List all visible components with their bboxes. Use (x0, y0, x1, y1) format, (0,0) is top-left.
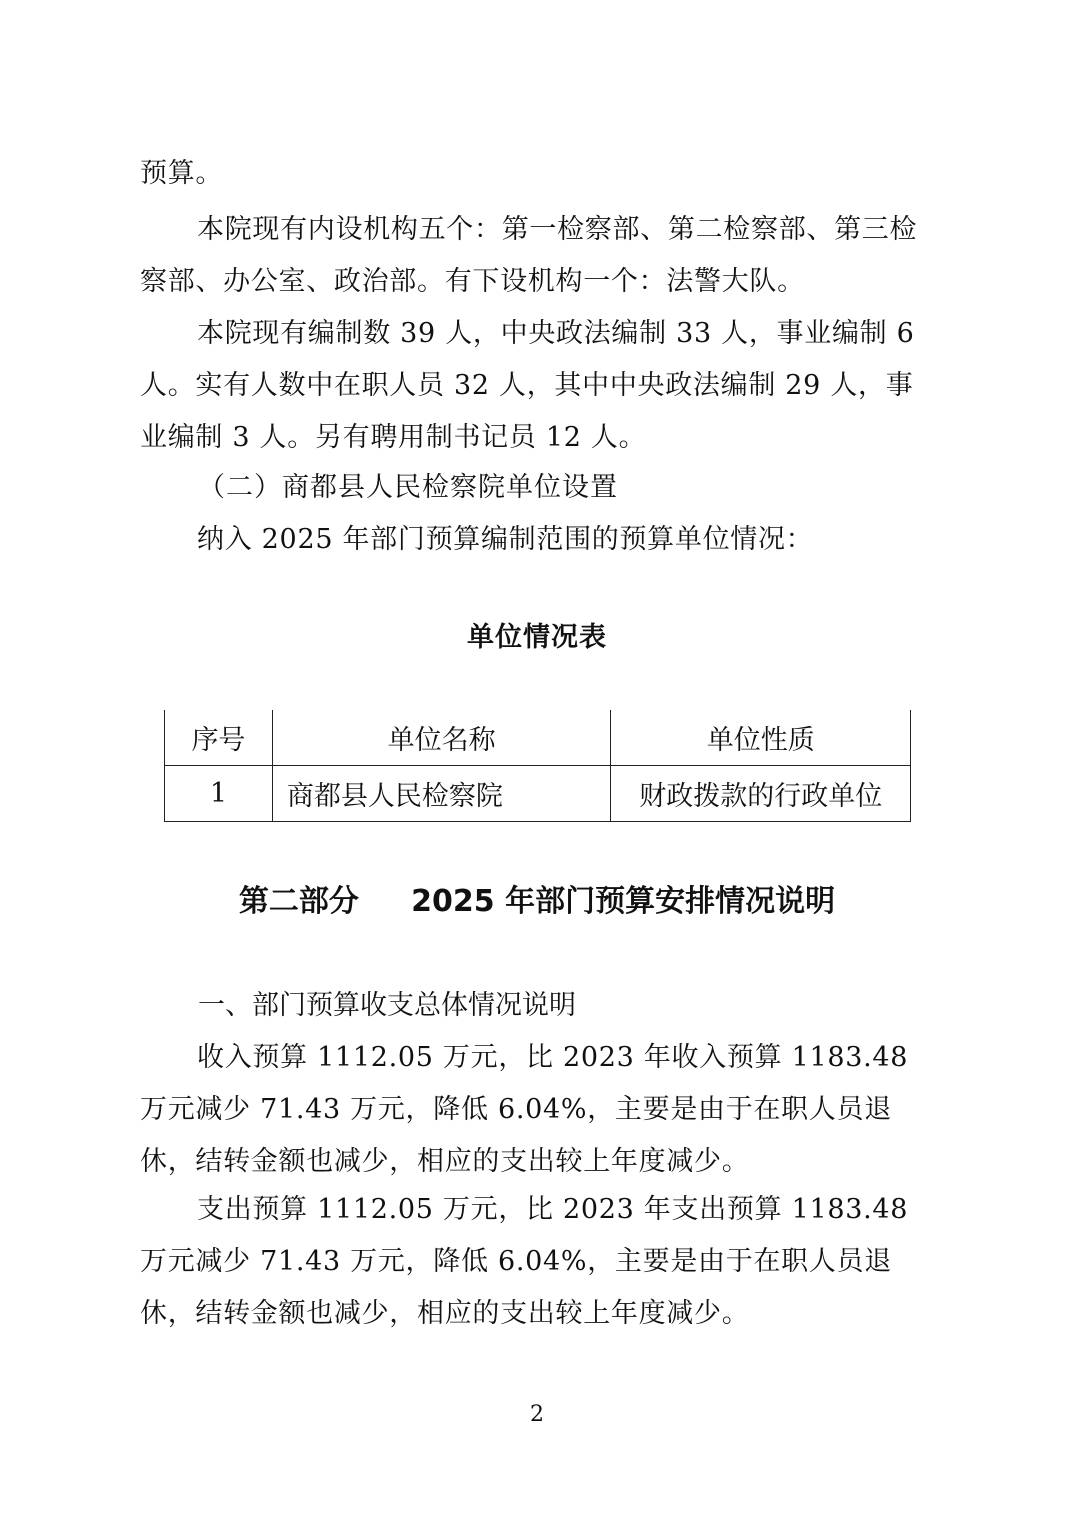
paragraph-expense: 支出预算 1112.05 万元，比 2023 年支出预算 1183.48 万元减少 71.43 万元，降低 6.04%，主要是由于在职人员退休，结转金额也减少，相应的支出较上年度减少。 (140, 1194, 909, 1329)
paragraph-budget-end: 预算。 (140, 158, 224, 189)
paragraph-staffing: 本院现有编制数 39 人，中央政法编制 33 人，事业编制 6 人。实有人数中在职人员 32 人，其中中央政法编制 29 人，事业编制 3 人。另有聘用制书记员 12 人。 (140, 318, 915, 453)
header-serial: 序号 (165, 710, 273, 766)
table-title: 单位情况表 (467, 622, 607, 653)
paragraph-internal-departments: 本院现有内设机构五个：第一检察部、第二检察部、第三检察部、办公室、政治部。有下设机构一个：法警大队。 (140, 214, 918, 297)
cell-unit-name: 商都县人民检察院 (272, 766, 611, 822)
sub-heading-unit-setup: （二）商都县人民检察院单位设置 (198, 472, 618, 503)
page-number: 2 (530, 1402, 544, 1427)
section-heading: 一、部门预算收支总体情况说明 (198, 990, 576, 1021)
table-header-row (165, 710, 911, 766)
part-heading: 第二部分 2025 年部门预算安排情况说明 (238, 884, 836, 919)
cell-unit-type: 财政拨款的行政单位 (611, 766, 911, 822)
header-unit-type: 单位性质 (611, 710, 911, 766)
paragraph-income: 收入预算 1112.05 万元，比 2023 年收入预算 1183.48 万元减少 71.43 万元，降低 6.04%，主要是由于在职人员退休，结转金额也减少，相应的支出较上年度减少。 (140, 1042, 909, 1177)
paragraph-budget-units: 纳入 2025 年部门预算编制范围的预算单位情况： (197, 524, 814, 555)
unit-table (164, 710, 911, 822)
cell-serial: 1 (165, 766, 273, 822)
header-unit-name: 单位名称 (272, 710, 611, 766)
table-row (165, 766, 911, 822)
